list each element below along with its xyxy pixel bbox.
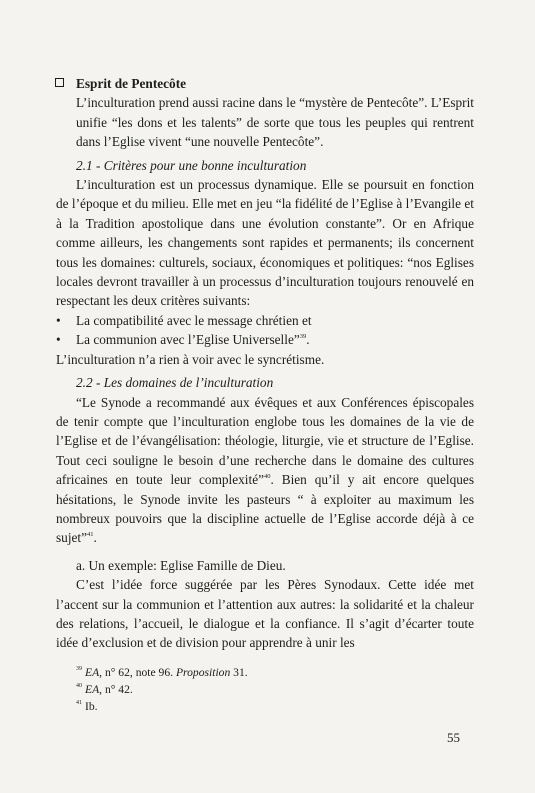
footnote-proposition: Proposition (175, 666, 231, 679)
list-item (56, 311, 474, 330)
criteria-paragraph: L’inculturation est un processus dynamique. Elle se poursuit en fonction de l’époque et du milieu. Elle met en jeu “la fidélité de l’Eglise à l’Evangile et à la Tradition apostolique dans une évolution constante”. Or en Afrique comme ailleurs, les changements sont rapides et permanents; ils concernent tous les domaines: culturels, sociaux, économiques et politiques: “nos Eglises locales devront travailler à un processus d’inculturation toujours renouvelé en respectant les deux critères suivants: (56, 177, 474, 309)
criteria-list (56, 311, 474, 350)
footnote-ref: 40 (264, 473, 271, 481)
intro-paragraph: L’inculturation prend aussi racine dans le “mystère de Pentecôte”. L’Esprit unifie “les dons et les talents” de sorte que tous les peuples qui rentrent dans l’Eglise vivent “une nouvelle Pentecôte”. (76, 95, 474, 150)
list-item-end: . (306, 332, 310, 348)
footnote-text: Ib. (85, 700, 98, 713)
footnote (76, 698, 456, 715)
example-title: a. Un exemple: Eglise Famille de Dieu. (76, 557, 286, 573)
bullet-mark: • (56, 312, 61, 328)
footnote-text-end: 31. (230, 666, 248, 679)
domains-text-b: . Bien qu’il y ait encore quelques hésitations, le Synode invite les pasteurs “ à exploiter au maximum les nombreux pouvoirs que la discipline actuelle de l’Eglise accorde déjà à ce sujet” (56, 472, 474, 546)
domains-text-end: . (93, 530, 97, 546)
list-item-text: La communion avec l’Eglise Universelle” (76, 332, 300, 348)
footnote-number: 41 (76, 700, 82, 706)
subsection-title-domains: 2.2 - Les domaines de l’inculturation (76, 375, 274, 391)
section-heading-text: Esprit de Pentecôte (76, 76, 187, 91)
footnote-source: EA (85, 683, 100, 696)
footnote-source: EA (85, 666, 100, 679)
bullet-mark: • (56, 332, 61, 348)
footnote (76, 664, 456, 681)
footnote-ref: 39 (299, 333, 307, 341)
footnote-number: 40 (76, 683, 82, 689)
main-text (56, 74, 474, 653)
list-item-text: La compatibilité avec le message chrétien et (76, 312, 312, 328)
domains-paragraph (56, 393, 474, 548)
footnote-number: 39 (76, 666, 82, 672)
footnote-text: , n° 62, note 96. (99, 666, 176, 679)
domains-text-a: “Le Synode a recommandé aux évêques et aux Conférences épiscopales de tenir compte que l’inculturation englobe tous les domaines de la vie de l’Eglise et de l’évangélisation: théologie, liturgie, vie et structure de l’Eglise. Tout ceci souligne le besoin d’une recherche dans le domaine des cultures africaines en toute leur complexité” (56, 394, 474, 488)
section-heading (56, 74, 474, 93)
list-item (56, 330, 474, 349)
subsection-title-criteria: 2.1 - Critères pour une bonne inculturation (76, 157, 307, 173)
syncretism-sentence: L’inculturation n’a rien à voir avec le syncrétisme. (56, 351, 325, 367)
page-number: 55 (447, 730, 460, 745)
footnote (76, 681, 456, 698)
footnote-text: , n° 42. (99, 683, 133, 696)
footnote-ref: 41 (87, 531, 94, 539)
checkbox-icon (55, 78, 64, 87)
footnotes (76, 664, 456, 715)
example-paragraph: C’est l’idée force suggérée par les Pères Synodaux. Cette idée met l’accent sur la communion et l’attention aux autres: la solidarité et la chaleur des relations, l’accueil, le dialogue et la confiance. Il s’agit d’écarter toute idée d’exclusion et de division pour apprendre à unir les (56, 577, 474, 651)
